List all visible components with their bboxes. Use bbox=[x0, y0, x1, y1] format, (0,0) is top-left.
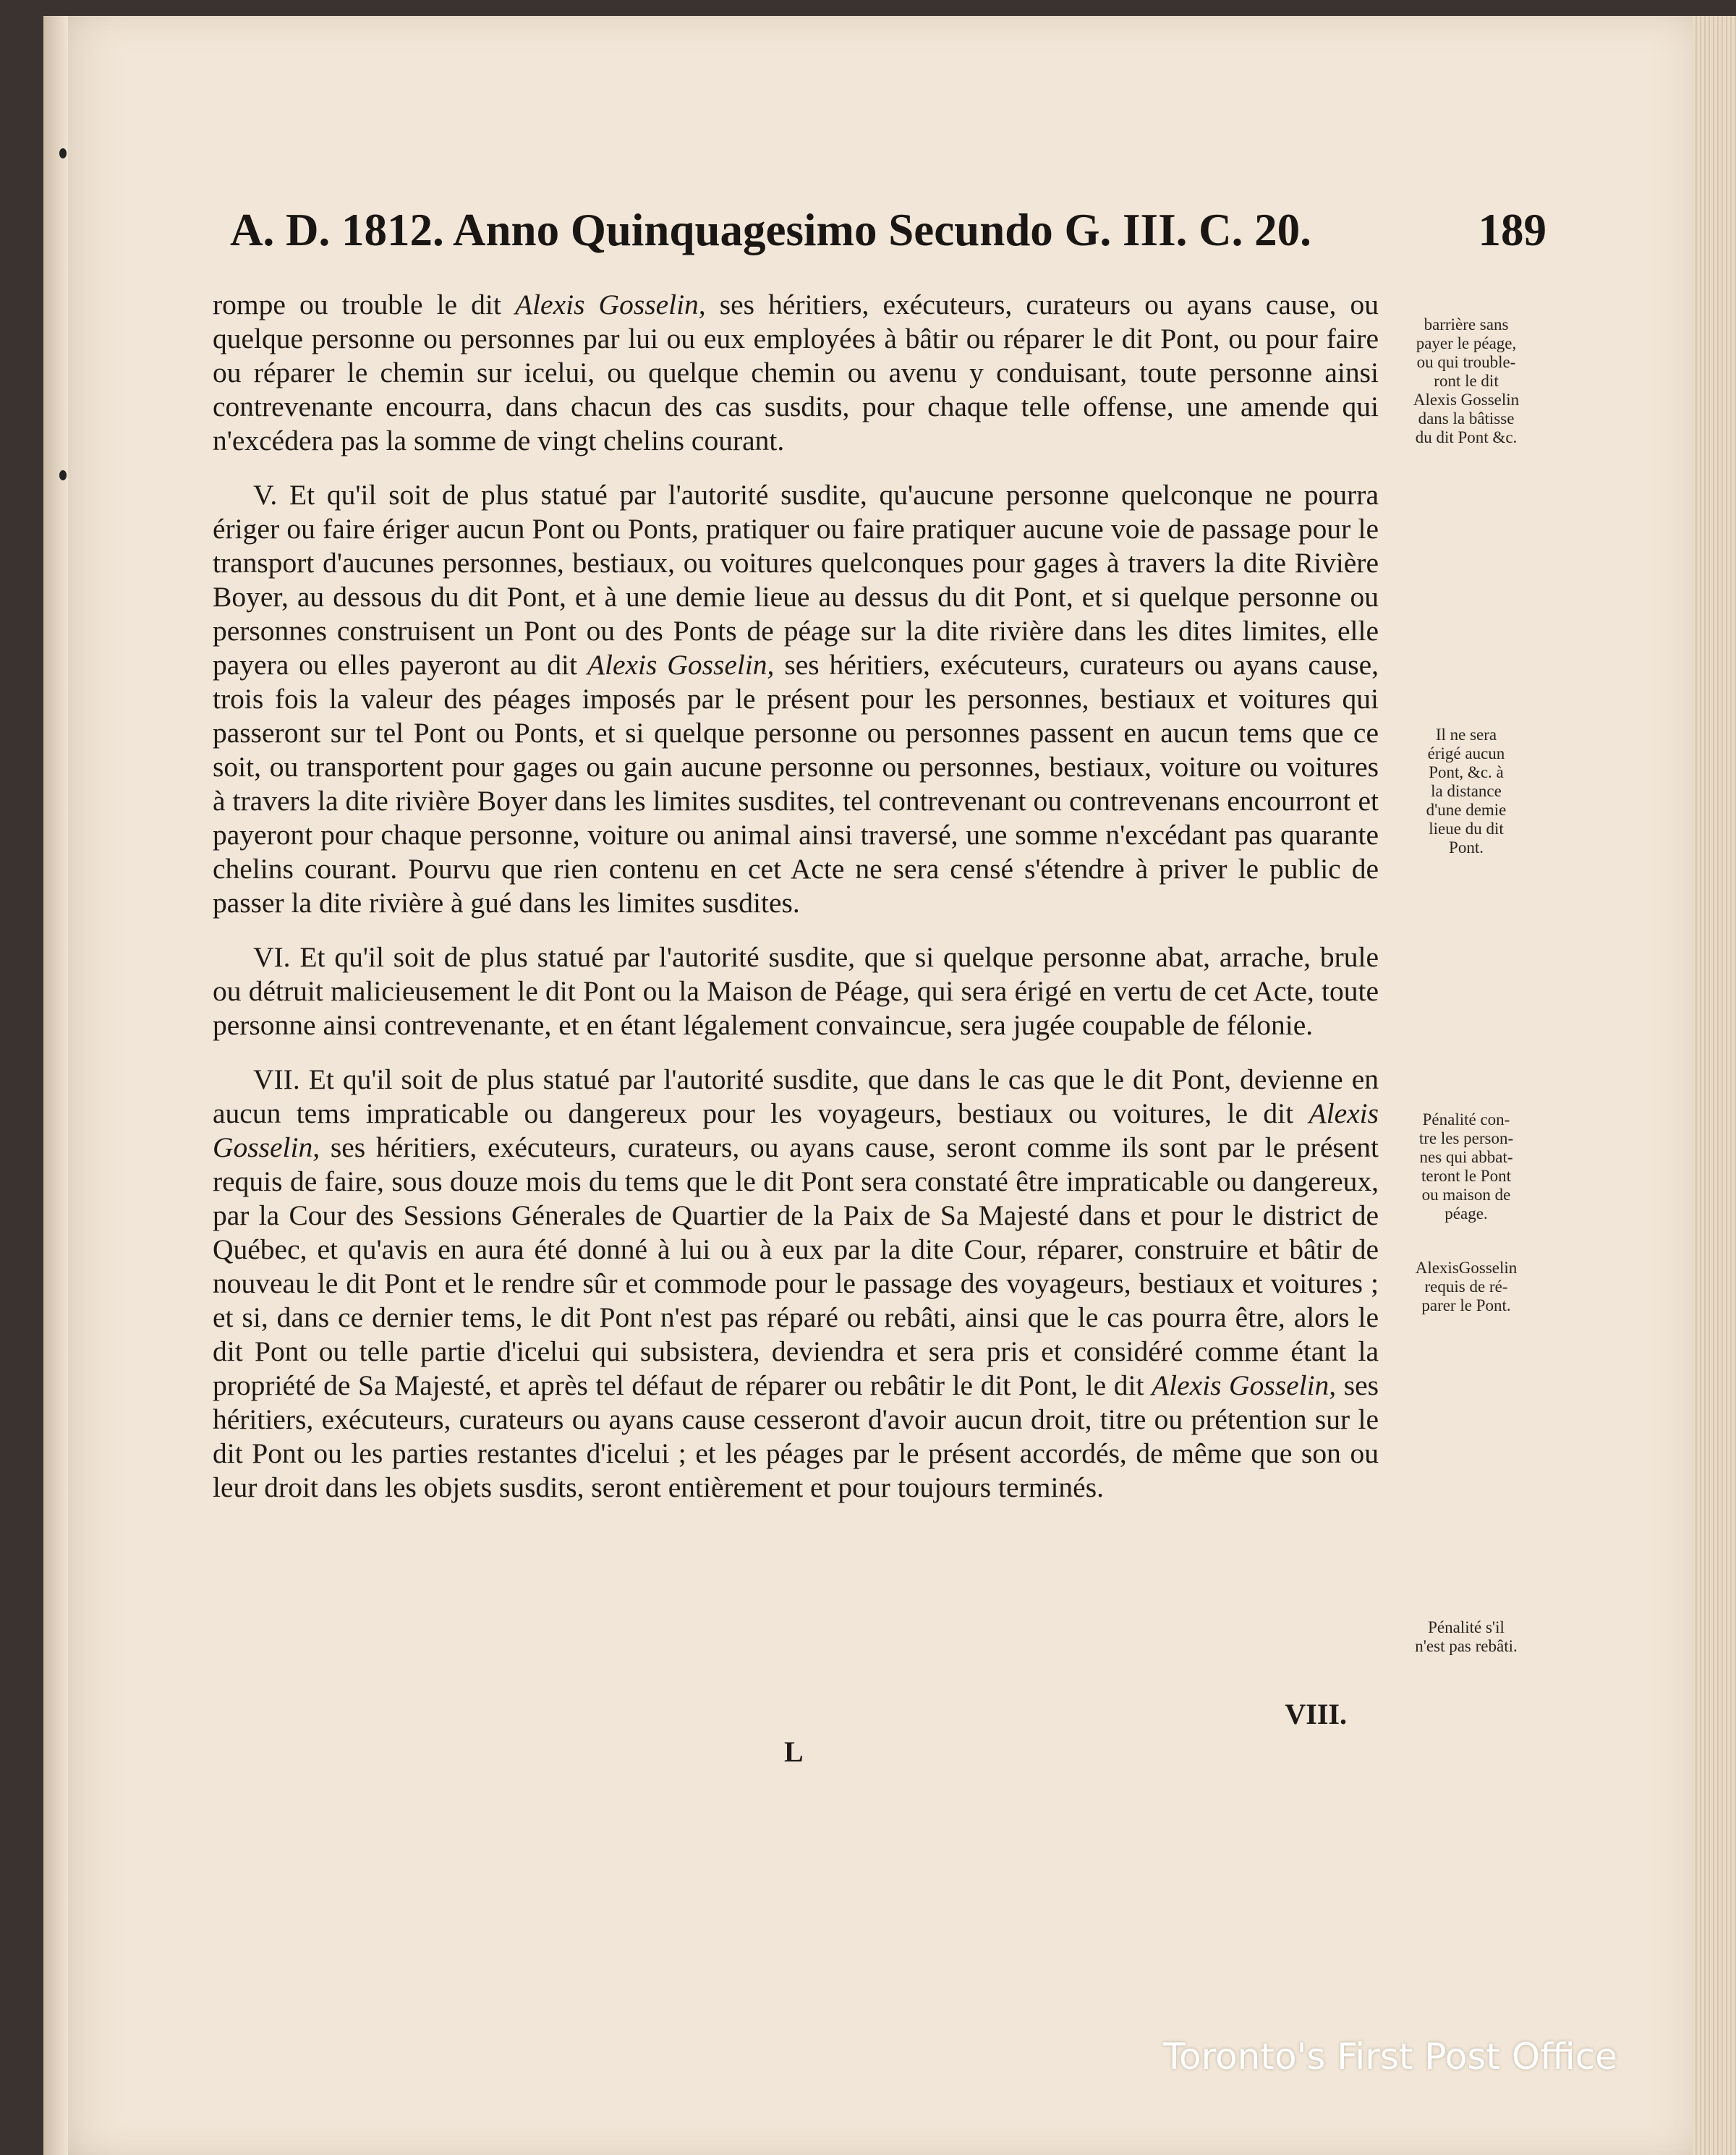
running-header bbox=[230, 204, 1546, 262]
main-text bbox=[213, 288, 1379, 1505]
marginal-note-4: AlexisGosselin requis de ré- parer le Pont. bbox=[1415, 1259, 1518, 1314]
paragraph-continued: rompe ou trouble le dit Alexis Gosselin, ses héritiers, exécuteurs, curateurs ou ayans cause, ou quelque personne ou personnes par lui ou eux employées à bâtir ou réparer le dit Pont, ou pour faire ou réparer le chemin sur icelui, ou quelque chemin ou avenu y conduisant, toute personne ainsi contrevenante encourra, dans chacun des cas susdits, pour chaque telle offense, une amende qui n'excédera pas la somme de vingt chelins courant. bbox=[213, 289, 1379, 456]
page-edges bbox=[1693, 16, 1736, 2155]
marginal-note-3: Pénalité con- tre les person- nes qui abbat- teront le Pont ou maison de péage. bbox=[1418, 1110, 1514, 1223]
section-v: V. Et qu'il soit de plus statué par l'autorité susdite, qu'aucune personne quelconque ne pourra ériger ou faire ériger aucun Pont ou Ponts, pratiquer ou faire pratiquer aucune voie de passage pour le transport d'aucunes personnes, bestiaux, ou voitures quelconques pour gages à travers la dite Rivière Boyer, au dessous du dit Pont, et à une demie lieue au dessus du dit Pont, et si quelque personne ou personnes construisent un Pont ou des Ponts de péage sur la dite rivière dans les dites limites, elle payera ou elles payeront au dit Alexis Gosselin, ses héritiers, exécuteurs, curateurs ou ayans cause, trois fois la valeur des péages imposés par le présent pour les personnes, bestiaux et voitures qui passeront sur tel Pont ou Ponts, et si quelque personne ou personnes passent en aucun tems que ce soit, ou transportent pour gages ou gain aucune personne ou personnes, bestiaux, voiture ou voitures à travers la dite rivière Boyer dans les limites susdites, tel contrevenant ou contrevenans encourront et payeront pour chaque personne, voiture ou animal ainsi traversé, une somme n'excédant pas quarante chelins courant. Pourvu que rien contenu en cet Acte ne sera censé s'étendre à priver le public de passer la dite rivière à gué dans les limites susdites. bbox=[213, 479, 1379, 919]
name-italic: Alexis Gosselin, bbox=[587, 649, 775, 681]
catchword: VIII. bbox=[1285, 1698, 1347, 1730]
section-vi: VI. Et qu'il soit de plus statué par l'autorité susdite, que si quelque personne abat, arrache, brule ou détruit malicieusement le dit Pont ou la Maison de Péage, qui sera érigé en vertu de cet Acte, toute personne ainsi contrevenante, et en étant légalement convaincue, sera jugée coupable de félonie. bbox=[213, 941, 1379, 1041]
signature-mark: L bbox=[784, 1735, 804, 1768]
marginal-note-1: barrière sans payer le péage, ou qui trouble- ront le dit Alexis Gosselin dans la bâtisse du dit Pont &c. bbox=[1413, 315, 1520, 446]
section-vii: VII. Et qu'il soit de plus statué par l'autorité susdite, que dans le cas que le dit Pont, devienne en aucun tems impraticable ou dangereux pour les voyageurs, bestiaux ou voitures, le dit Alexis Gosselin, ses héritiers, exécuteurs, curateurs, ou ayans cause, seront comme ils sont par le présent requis de faire, sous douze mois du tems que le dit Pont sera constaté être impraticable ou dangereux, par la Cour des Sessions Génerales de Quartier de la Paix de Sa Majesté dans et pour le district de Québec, et qu'avis en aura été donné à lui ou à eux par la dite Cour, réparer, construire et bâtir de nouveau le dit Pont et le rendre sûr et commode pour le passage des voyageurs, bestiaux et voitures ; et si, dans ce dernier tems, le dit Pont n'est pas réparé ou rebâti, ainsi que le cas pourra être, alors le dit Pont ou telle partie d'icelui qui subsistera, deviendra et sera pris et considéré comme étant la propriété de Sa Majesté, et après tel défaut de réparer ou rebâtir le dit Pont, le dit Alexis Gosselin, ses héritiers, exécuteurs, curateurs ou ayans cause cesseront d'avoir aucun droit, titre ou prétention sur le dit Pont ou les parties restantes d'icelui ; et les péages par le présent accordés, de même que son ou leur droit dans les objets susdits, seront entièrement et pour toujours terminés. bbox=[213, 1063, 1379, 1503]
name-italic: Alexis Gosselin, bbox=[213, 1097, 1379, 1163]
page-footer bbox=[213, 1698, 1379, 1771]
page-number: 189 bbox=[1478, 205, 1546, 255]
header-title: A. D. 1812. Anno Quinquagesimo Secundo G. III. C. 20. bbox=[230, 205, 1311, 255]
marginal-note-5: Pénalité s'il n'est pas rebâti. bbox=[1415, 1618, 1518, 1655]
name-italic: Alexis Gosselin, bbox=[514, 289, 706, 320]
marginal-note-2: Il ne sera érigé aucun Pont, &c. à la distance d'une demie lieue du dit Pont. bbox=[1426, 726, 1507, 857]
binding-hole bbox=[59, 148, 67, 158]
binding-hole bbox=[59, 470, 67, 480]
page-fold-shadow bbox=[43, 16, 68, 2155]
watermark: Toronto's First Post Office bbox=[1163, 2036, 1617, 2078]
name-italic: Alexis Gosselin, bbox=[1151, 1369, 1337, 1401]
